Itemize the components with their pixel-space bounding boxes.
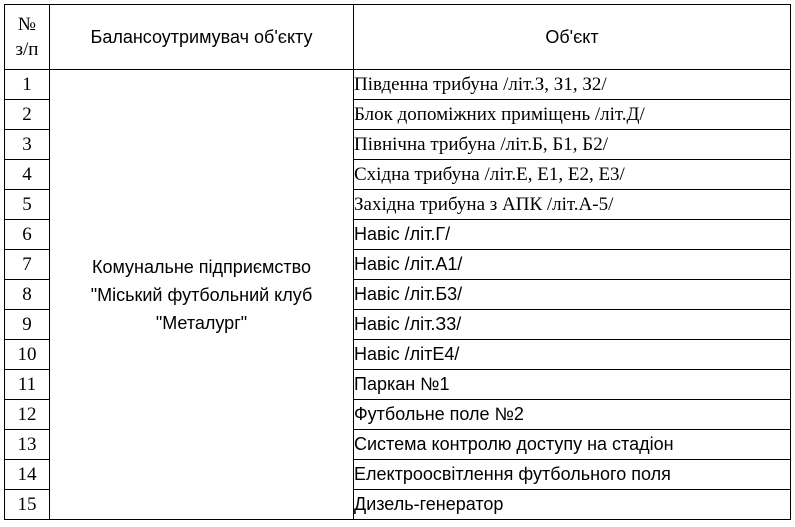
header-number-symbol: № [17, 14, 37, 35]
row-number: 9 [5, 310, 50, 340]
row-number: 2 [5, 100, 50, 130]
header-object: Об'єкт [354, 5, 791, 70]
row-number: 13 [5, 430, 50, 460]
object-name: Північна трибуна /літ.Б, Б1, Б2/ [354, 130, 791, 160]
row-number: 14 [5, 460, 50, 490]
owner-cell [50, 70, 354, 520]
row-number: 3 [5, 130, 50, 160]
object-name: Навіс /літ.З3/ [354, 310, 791, 340]
header-number-abbrev: з/п [15, 39, 39, 60]
object-name: Паркан №1 [354, 370, 791, 400]
object-name: Система контролю доступу на стадіон [354, 430, 791, 460]
object-name: Блок допоміжних приміщень /літ.Д/ [354, 100, 791, 130]
header-owner: Балансоутримувач об'єкту [50, 5, 354, 70]
row-number: 7 [5, 250, 50, 280]
header-row [5, 5, 791, 70]
header-number [5, 5, 50, 70]
object-name: Електроосвітлення футбольного поля [354, 460, 791, 490]
object-name: Навіс /літ.Г/ [354, 220, 791, 250]
object-name: Навіс /літЕ4/ [354, 340, 791, 370]
object-name: Футбольне поле №2 [354, 400, 791, 430]
row-number: 10 [5, 340, 50, 370]
row-number: 8 [5, 280, 50, 310]
owner-text-line: "Міський футбольний клуб [90, 284, 313, 305]
object-name: Південна трибуна /літ.З, З1, З2/ [354, 70, 791, 100]
objects-table [4, 4, 791, 520]
object-name: Дизель-генератор [354, 490, 791, 520]
row-number: 11 [5, 370, 50, 400]
row-number: 1 [5, 70, 50, 100]
row-number: 6 [5, 220, 50, 250]
object-name: Західна трибуна з АПК /літ.А-5/ [354, 190, 791, 220]
table-header [5, 5, 791, 70]
row-number: 15 [5, 490, 50, 520]
object-name: Навіс /літ.Б3/ [354, 280, 791, 310]
owner-text-line: "Металург" [155, 312, 248, 333]
object-name: Навіс /літ.А1/ [354, 250, 791, 280]
table-body [5, 70, 791, 520]
table-row [5, 70, 791, 100]
row-number: 4 [5, 160, 50, 190]
object-name: Східна трибуна /літ.Е, Е1, Е2, Е3/ [354, 160, 791, 190]
owner-text-line: Комунальне підприємство [91, 256, 312, 277]
row-number: 12 [5, 400, 50, 430]
row-number: 5 [5, 190, 50, 220]
